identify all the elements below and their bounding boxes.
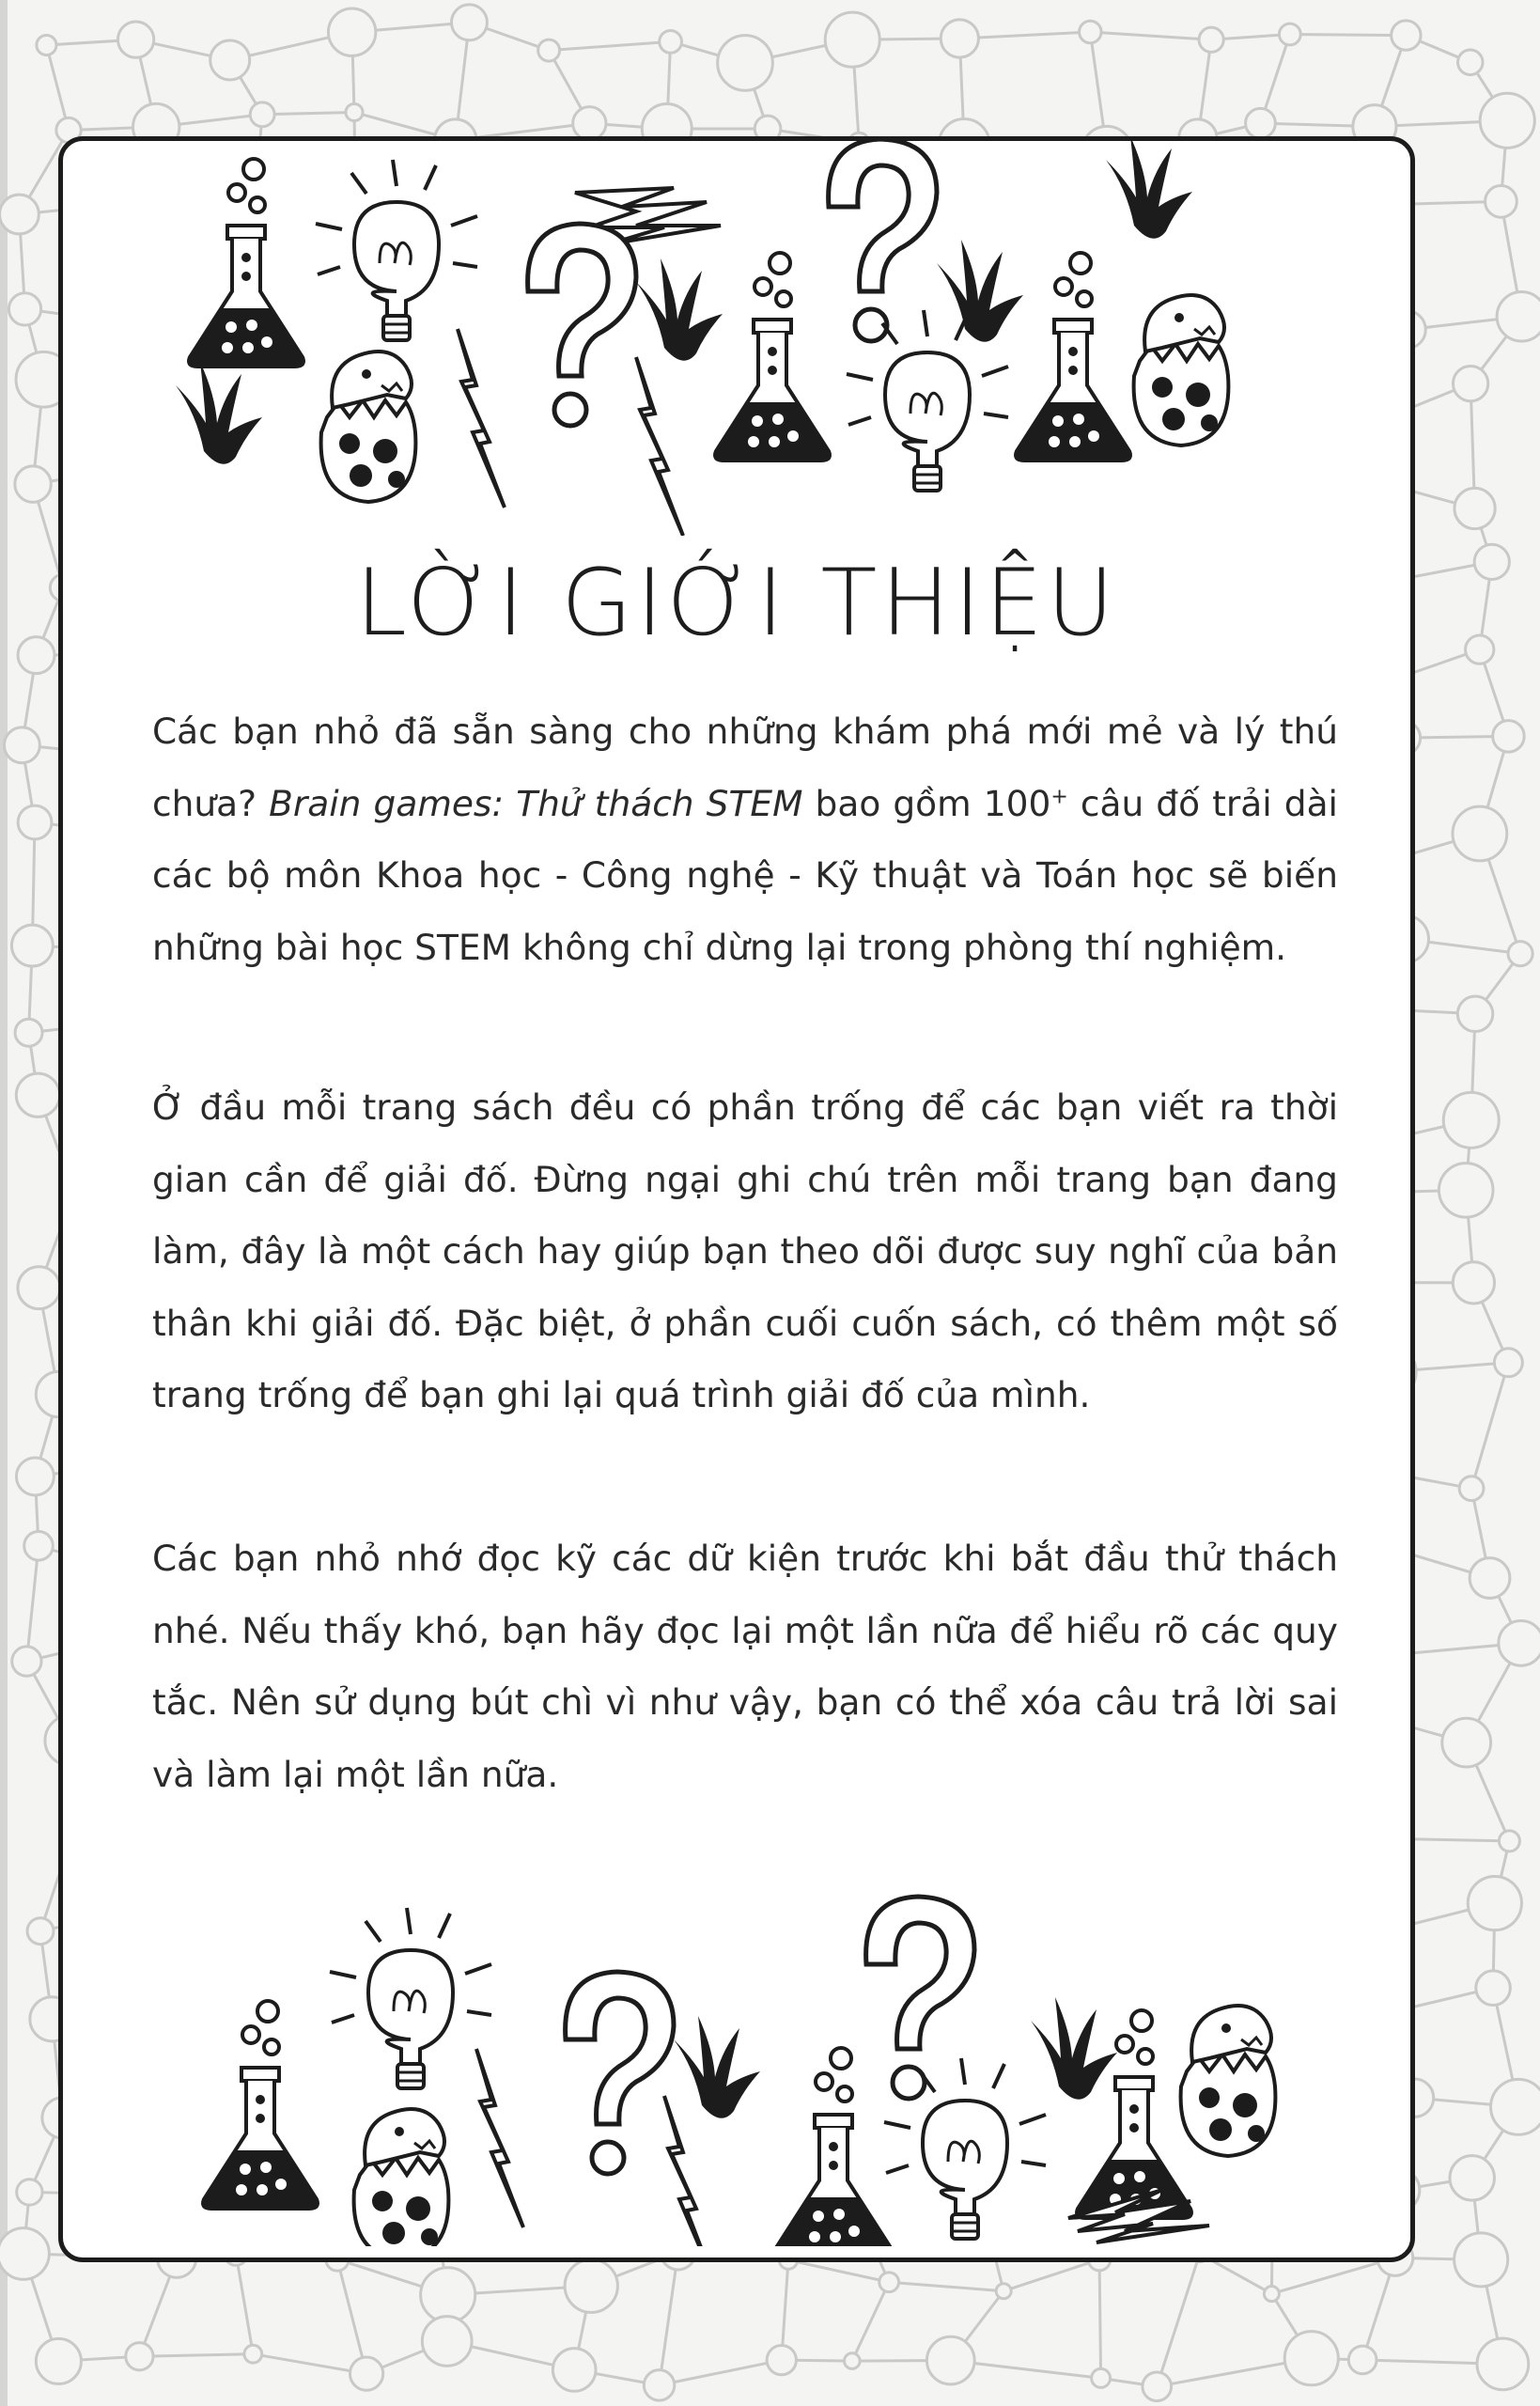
flask-icon bbox=[203, 2001, 318, 2209]
intro-panel bbox=[58, 136, 1415, 2262]
dino-footprint-icon bbox=[937, 240, 1023, 342]
dino-footprint-icon bbox=[1106, 141, 1192, 239]
paragraph-text: câu đố trải dài các bộ môn Khoa học - Công nghệ - Kỹ thuật và Toán học sẽ biến những bài học STEM không chỉ dừng lại trong phòng thí nghiệm. bbox=[152, 782, 1338, 968]
bottom-doodle-border bbox=[63, 1833, 1410, 2246]
question-mark-icon bbox=[566, 1972, 674, 2174]
dino-egg-icon bbox=[354, 2109, 449, 2246]
lightbulb-icon bbox=[330, 1908, 491, 2088]
flask-icon bbox=[715, 253, 830, 461]
flask-icon bbox=[776, 2048, 891, 2246]
dino-footprint-icon bbox=[674, 2016, 760, 2118]
flask-icon bbox=[1016, 253, 1130, 461]
intro-paragraph-2: Ở đầu mỗi trang sách đều có phần trống để các bạn viết ra thời gian cần để giải đố. Đừng ngại ghi chú trên mỗi trang bạn đang làm, đây là một cách hay giúp bạn theo dõi được suy nghĩ của bản thân khi giải đố. Đặc biệt, ở phần cuối cuốn sách, có thêm một số trang trống để bạn ghi lại quá trình giải đố của mình. bbox=[152, 1086, 1338, 1415]
lightning-icon bbox=[636, 357, 683, 536]
lightning-icon bbox=[664, 2096, 711, 2246]
top-doodle-border bbox=[63, 141, 1410, 536]
question-mark-icon bbox=[829, 141, 937, 341]
lightbulb-icon bbox=[316, 160, 477, 340]
lightning-icon bbox=[476, 2049, 523, 2227]
question-mark-icon bbox=[866, 1897, 974, 2099]
question-mark-icon bbox=[528, 224, 636, 426]
dino-footprint-icon bbox=[636, 258, 723, 361]
flask-icon bbox=[1077, 2010, 1191, 2218]
book-title: Brain games: Thử thách STEM bbox=[269, 782, 803, 824]
paragraph-text: Các bạn nhỏ đã sẵn sàng cho những khám phá mới mẻ và lý thú chưa? bbox=[152, 711, 1338, 824]
dino-footprint-icon bbox=[176, 362, 262, 464]
dino-footprint-icon bbox=[1031, 1997, 1117, 2100]
intro-paragraph-1 bbox=[152, 695, 1338, 983]
intro-paragraph-3: Các bạn nhỏ nhớ đọc kỹ các dữ kiện trước khi bắt đầu thử thách nhé. Nếu thấy khó, bạn hãy đọc lại một lần nữa để hiểu rõ các quy tắc. Nên sử dụng bút chì vì như vậy, bạn có thể xóa câu trả lời sai và làm lại một lần nữa. bbox=[152, 1538, 1338, 1795]
page-title: LỜI GIỚI THIỆU bbox=[355, 550, 1118, 657]
dino-egg-icon bbox=[321, 352, 416, 502]
dino-egg-icon bbox=[1134, 295, 1229, 445]
lightning-icon bbox=[458, 329, 505, 508]
dino-egg-icon bbox=[1181, 2006, 1276, 2156]
plus-superscript: + bbox=[1050, 785, 1068, 808]
flask-icon bbox=[189, 159, 303, 367]
paragraph-text: bao gồm 100 bbox=[802, 782, 1051, 824]
